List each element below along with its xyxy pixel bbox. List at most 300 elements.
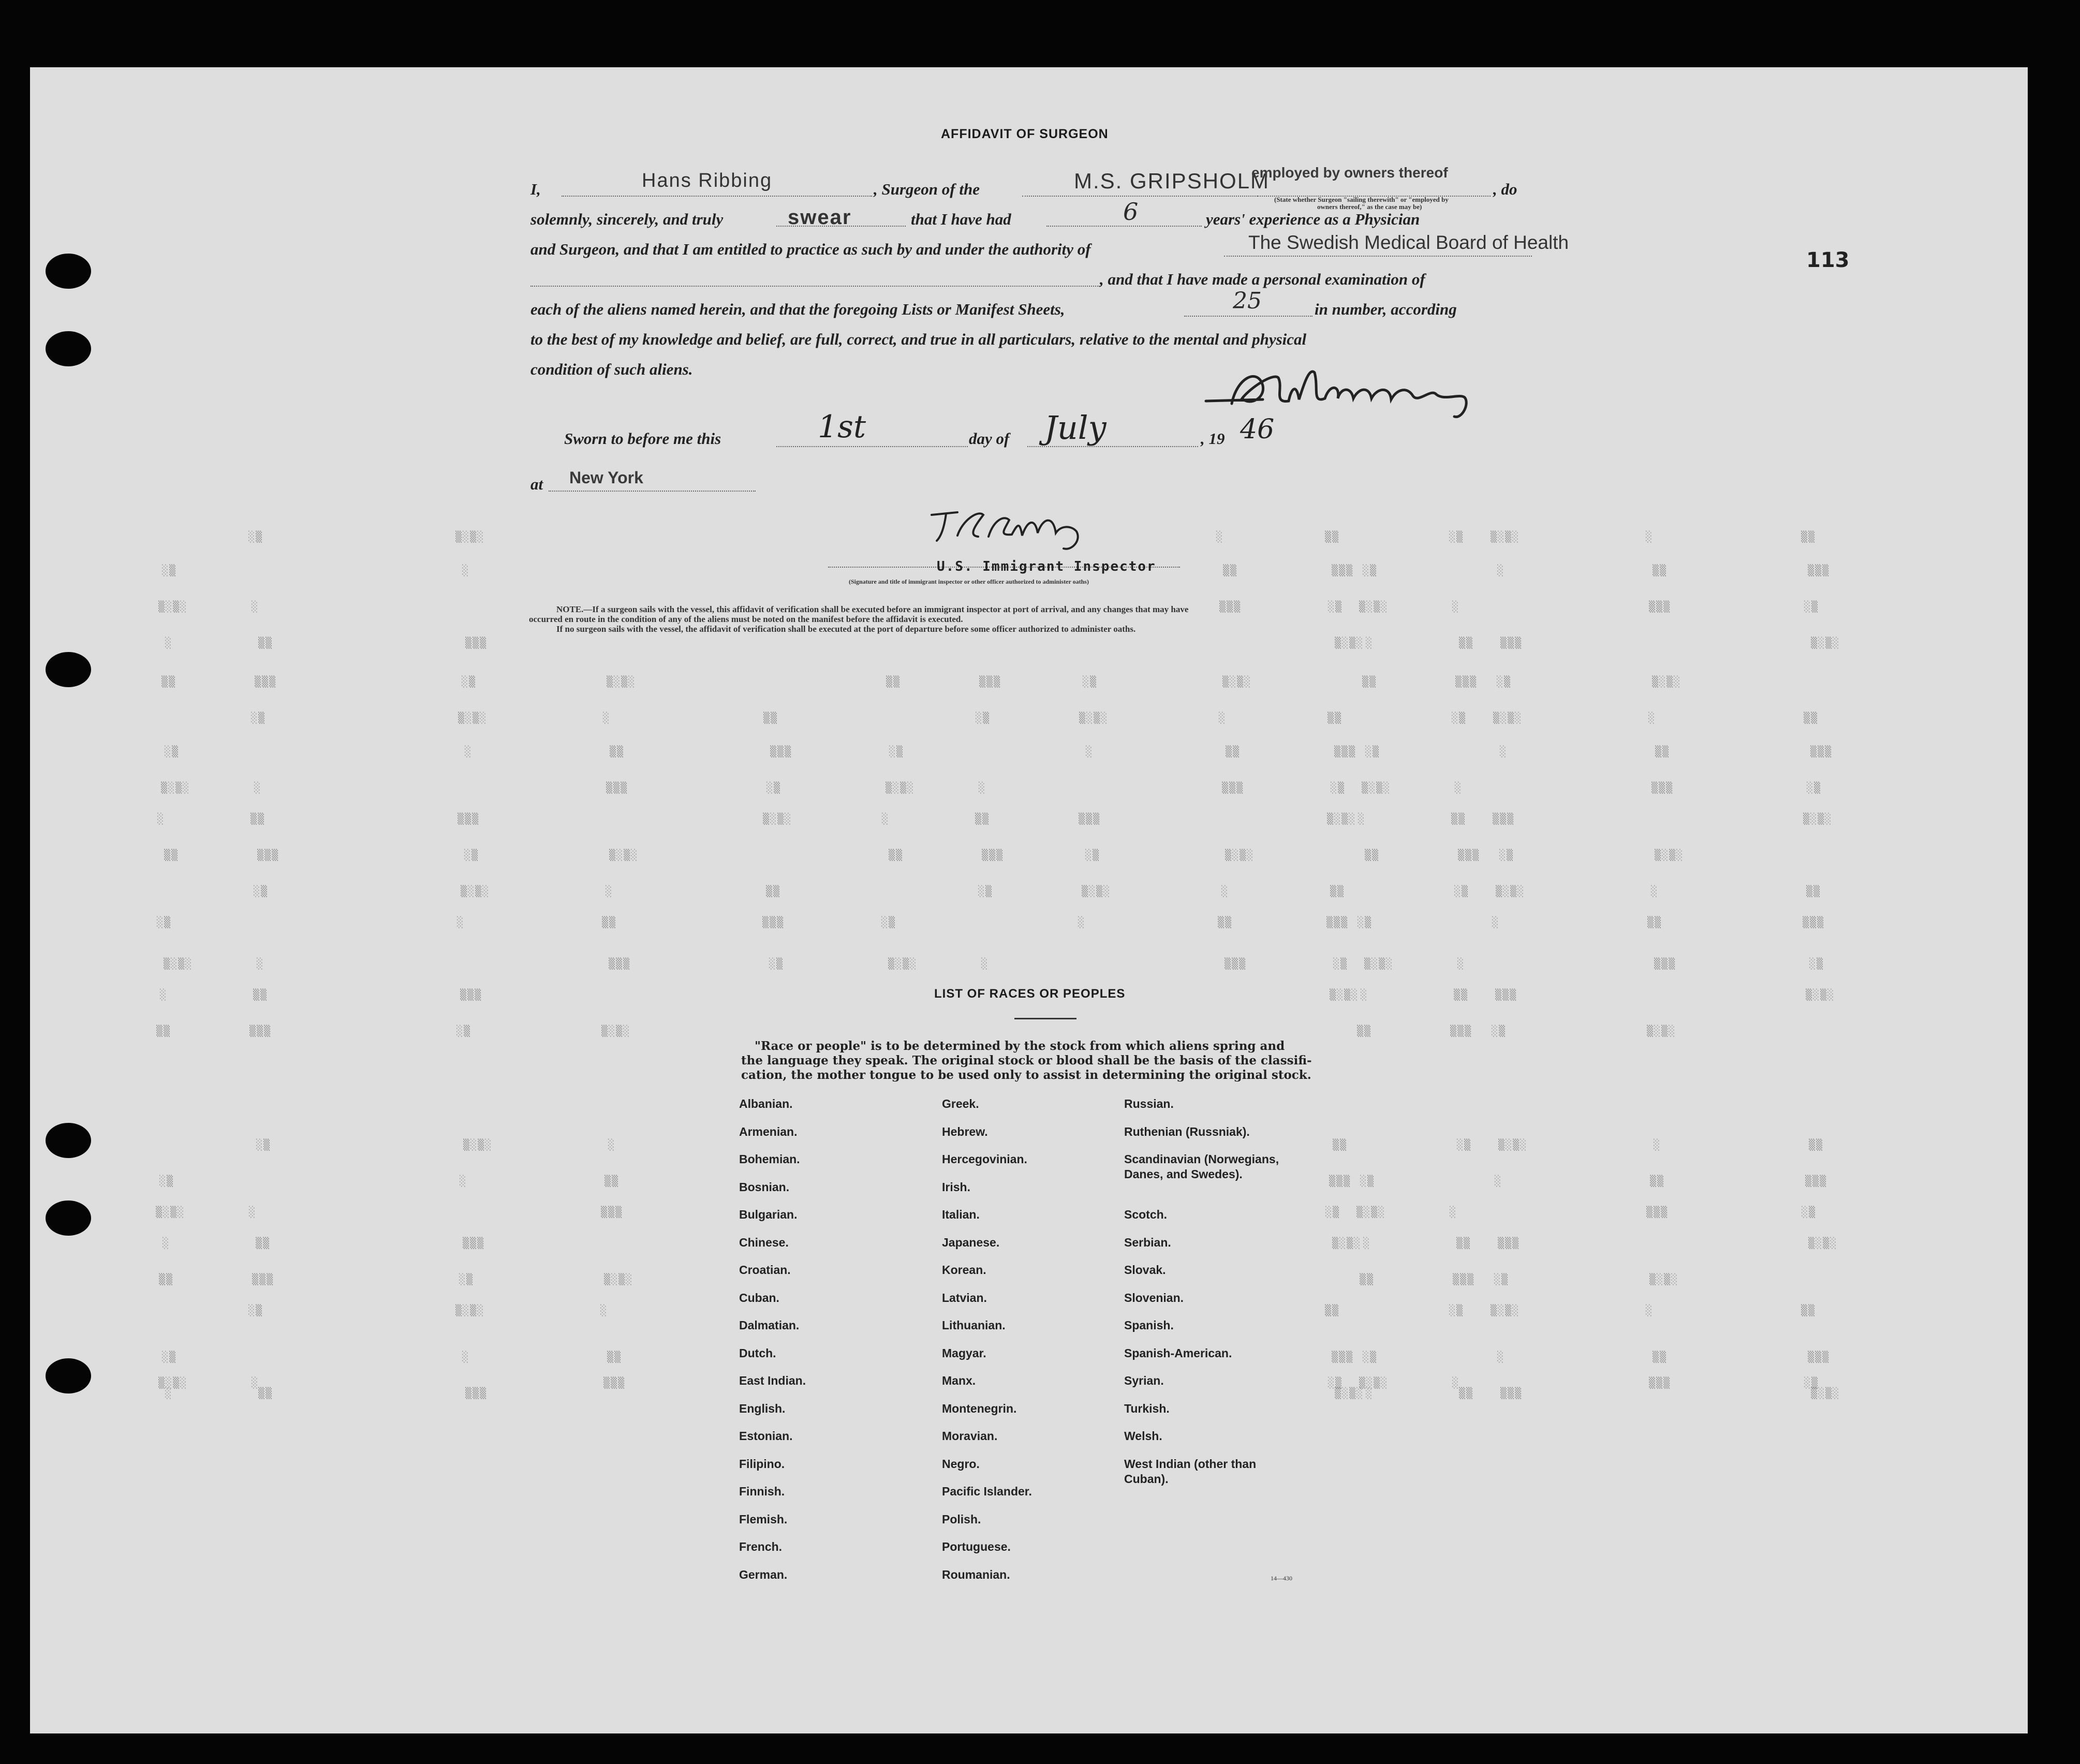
- faded-mark: ▒▒▒: [1500, 636, 1523, 649]
- faded-mark: ░: [882, 812, 890, 825]
- faded-mark: ▒▒: [1360, 1273, 1375, 1285]
- faded-mark: ▒▒: [1653, 1351, 1668, 1363]
- race-entry: German.: [739, 1567, 788, 1581]
- faded-mark: ░▒: [464, 849, 479, 861]
- faded-mark: ▒░▒░: [607, 675, 636, 688]
- faded-mark: ░▒: [1452, 711, 1467, 724]
- place-sworn: New York: [569, 468, 643, 487]
- faded-mark: ▒▒▒: [255, 675, 277, 688]
- faded-mark: ▒▒: [610, 745, 625, 758]
- faded-mark: ▒▒▒: [460, 988, 482, 1001]
- faded-mark: ░▒: [162, 1351, 177, 1363]
- faded-mark: ▒░▒░: [1335, 1387, 1364, 1399]
- faded-mark: ░: [254, 781, 262, 794]
- punch-hole: [46, 1200, 91, 1236]
- employment-note: owners thereof," as the case may be): [1317, 203, 1422, 211]
- faded-mark: ░▒: [1358, 916, 1373, 928]
- faded-mark: ░▒: [881, 916, 896, 928]
- faded-mark: ░: [1086, 745, 1094, 758]
- faded-mark: ░▒: [165, 745, 180, 758]
- faded-mark: ▒░▒░: [1364, 957, 1394, 970]
- faded-mark: ▒░▒░: [1652, 675, 1681, 688]
- faded-mark: ░▒: [1085, 849, 1100, 861]
- race-entry: Greek.: [942, 1097, 979, 1110]
- faded-mark: ▒▒▒: [1326, 916, 1349, 928]
- faded-mark: ░: [608, 1138, 616, 1151]
- faded-mark: ▒▒▒: [458, 812, 480, 825]
- faded-mark: ▒░▒░: [463, 1138, 493, 1151]
- race-entry: Montenegrin.: [942, 1401, 1017, 1415]
- faded-mark: ░▒: [976, 711, 991, 724]
- faded-mark: ▒▒▒: [1334, 745, 1356, 758]
- faded-mark: ▒▒▒: [463, 1237, 485, 1249]
- faded-mark: ░: [1646, 530, 1654, 543]
- fill-line: [549, 491, 756, 492]
- races-intro: "Race or people" is to be determined by the stock from which aliens spring and: [755, 1039, 1285, 1053]
- race-entry: English.: [739, 1401, 786, 1415]
- faded-mark: ░: [1457, 957, 1465, 970]
- faded-mark: ▒░▒░: [1811, 636, 1840, 649]
- race-entry: Dalmatian.: [739, 1318, 800, 1332]
- faded-mark: ░▒: [254, 885, 269, 897]
- race-entry: Scandinavian (Norwegians,: [1124, 1152, 1279, 1166]
- inspector-signature: [921, 505, 1139, 551]
- faded-mark: ▒░▒░: [1327, 812, 1356, 825]
- race-entry: Croatian.: [739, 1263, 791, 1277]
- ship-name: M.S. GRIPSHOLM: [1074, 169, 1270, 193]
- faded-mark: ▒▒▒: [1450, 1025, 1472, 1037]
- faded-mark: ▒▒▒: [1455, 675, 1478, 688]
- fill-line: [1184, 316, 1312, 317]
- faded-mark: ▒░▒░: [1079, 711, 1109, 724]
- race-entry: Estonian.: [739, 1429, 793, 1443]
- faded-mark: ▒░▒░: [1811, 1387, 1840, 1399]
- inspector-title: U.S. Immigrant Inspector: [937, 559, 1156, 574]
- faded-mark: ▒▒: [1365, 849, 1380, 861]
- race-entry: Serbian.: [1124, 1235, 1171, 1249]
- race-entry: Polish.: [942, 1512, 981, 1526]
- race-entry: Bosnian.: [739, 1180, 790, 1194]
- faded-mark: ▒░▒░: [1493, 711, 1523, 724]
- faded-mark: ▒▒▒: [1646, 1206, 1669, 1218]
- race-entry: French.: [739, 1540, 783, 1553]
- sworn-month: July: [1044, 409, 1107, 447]
- faded-mark: ░▒: [766, 781, 781, 794]
- faded-mark: ░: [1361, 988, 1368, 1001]
- faded-mark: ▒░▒░: [1803, 812, 1833, 825]
- faded-mark: ░▒: [889, 745, 904, 758]
- race-entry: Roumanian.: [942, 1567, 1010, 1581]
- licensing-authority: The Swedish Medical Board of Health: [1248, 232, 1569, 253]
- faded-mark: ▒░▒░: [1082, 885, 1111, 897]
- faded-mark: ▒░▒░: [1362, 781, 1391, 794]
- faded-mark: ░: [1646, 1304, 1654, 1316]
- faded-mark: ▒▒: [975, 812, 990, 825]
- faded-mark: ▒▒▒: [1219, 600, 1242, 613]
- faded-mark: ▒░▒░: [763, 812, 792, 825]
- race-entry: Cuban.: [739, 1291, 779, 1305]
- faded-mark: ░: [1651, 885, 1659, 897]
- surgeon-name: Hans Ribbing: [642, 170, 773, 191]
- faded-mark: ▒▒▒: [1500, 1387, 1523, 1399]
- faded-mark: ▒▒▒: [601, 1206, 623, 1218]
- faded-mark: ░: [252, 600, 259, 613]
- page-number: 113: [1806, 248, 1850, 272]
- faded-mark: ▒▒: [1325, 1304, 1340, 1316]
- race-entry: Portuguese.: [942, 1540, 1011, 1553]
- race-entry: Moravian.: [942, 1429, 998, 1443]
- faded-mark: ▒▒: [1653, 564, 1668, 576]
- faded-mark: ▒▒▒: [1495, 988, 1517, 1001]
- faded-mark: ░: [249, 1206, 257, 1218]
- faded-mark: ░▒: [1804, 1376, 1819, 1389]
- faded-mark: ▒▒▒: [1493, 812, 1515, 825]
- sworn-year: 46: [1240, 414, 1275, 445]
- faded-mark: ▒▒▒: [1079, 812, 1101, 825]
- faded-mark: ▒▒: [604, 1175, 619, 1187]
- faded-mark: ░▒: [459, 1273, 474, 1285]
- faded-mark: ░▒: [1333, 957, 1348, 970]
- faded-mark: ▒▒: [886, 675, 901, 688]
- faded-mark: ▒▒▒: [609, 957, 631, 970]
- race-entry: Turkish.: [1124, 1401, 1170, 1415]
- race-entry: Finnish.: [739, 1485, 785, 1498]
- faded-mark: ▒▒: [1330, 885, 1345, 897]
- faded-mark: ▒▒: [607, 1351, 622, 1363]
- faded-mark: ░▒: [462, 675, 477, 688]
- faded-mark: ▒▒▒: [1808, 564, 1830, 576]
- faded-mark: ▒░▒░: [461, 885, 490, 897]
- race-entry: Ruthenian (Russniak).: [1124, 1124, 1250, 1138]
- faded-mark: ▒░▒░: [1806, 988, 1835, 1001]
- faded-mark: ░▒: [256, 1138, 271, 1151]
- faded-mark: ░: [1452, 600, 1460, 613]
- faded-mark: ░: [600, 1304, 608, 1316]
- race-entry: Danes, and Swedes).: [1124, 1167, 1243, 1181]
- faded-mark: ▒░▒░: [1498, 1138, 1528, 1151]
- faded-mark: ▒▒▒: [1458, 849, 1480, 861]
- race-entry: Pacific Islander.: [942, 1485, 1032, 1498]
- faded-mark: ▒░▒░: [1332, 1237, 1362, 1249]
- fill-line: [1224, 256, 1532, 257]
- faded-mark: ▒▒▒: [770, 745, 792, 758]
- affidavit-text: day of: [969, 429, 1010, 448]
- faded-mark: ░▒: [1807, 781, 1822, 794]
- faded-mark: ▒▒: [1459, 636, 1474, 649]
- faded-mark: ░: [157, 812, 165, 825]
- race-entry: Filipino.: [739, 1457, 785, 1471]
- faded-mark: ▒▒▒: [1329, 1175, 1351, 1187]
- race-entry: Dutch.: [739, 1346, 776, 1360]
- affidavit-text: , Surgeon of the: [874, 180, 980, 198]
- race-entry: Japanese.: [942, 1235, 1000, 1249]
- faded-mark: ░▒: [1360, 1175, 1375, 1187]
- affidavit-text: that I have had: [911, 210, 1011, 228]
- faded-mark: ▒░▒░: [158, 1376, 188, 1389]
- affidavit-text: I,: [530, 180, 541, 198]
- faded-mark: ░: [1216, 530, 1224, 543]
- faded-mark: ░: [1450, 1206, 1457, 1218]
- faded-mark: ▒░▒░: [458, 711, 488, 724]
- affidavit-text: and Surgeon, and that I am entitled to practice as such by and under the authority of: [530, 240, 1091, 258]
- faded-mark: ▒░▒░: [164, 957, 193, 970]
- race-entry: Italian.: [942, 1208, 980, 1221]
- faded-mark: ▒▒▒: [1332, 564, 1354, 576]
- faded-mark: ░▒: [1365, 745, 1380, 758]
- race-entry: Syrian.: [1124, 1374, 1164, 1387]
- faded-mark: ▒░▒░: [1491, 530, 1520, 543]
- faded-mark: ▒▒: [253, 988, 268, 1001]
- faded-mark: ░: [457, 916, 465, 928]
- punch-hole: [46, 1123, 91, 1158]
- faded-mark: ░: [1497, 564, 1505, 576]
- faded-mark: ▒▒: [1357, 1025, 1372, 1037]
- faded-mark: ▒▒▒: [1803, 916, 1825, 928]
- faded-mark: ▒▒▒: [465, 636, 488, 649]
- race-entry: Albanian.: [739, 1097, 793, 1110]
- faded-mark: ▒▒▒: [1649, 600, 1671, 613]
- race-entry: Spanish.: [1124, 1318, 1174, 1332]
- faded-mark: ░: [1500, 745, 1508, 758]
- faded-mark: ▒░▒░: [1225, 849, 1255, 861]
- faded-mark: ▒░▒░: [1335, 636, 1364, 649]
- faded-mark: ░: [1455, 781, 1463, 794]
- fill-line: [1046, 226, 1202, 227]
- faded-mark: ░: [465, 745, 473, 758]
- faded-mark: ▒▒: [1223, 564, 1238, 576]
- faded-mark: ░▒: [159, 1175, 174, 1187]
- faded-mark: ░▒: [251, 711, 266, 724]
- faded-mark: ▒▒: [250, 812, 265, 825]
- faded-mark: ▒▒: [1655, 745, 1670, 758]
- faded-mark: ░: [1366, 636, 1374, 649]
- sworn-day: 1st: [818, 409, 866, 445]
- faded-mark: ▒▒▒: [1453, 1273, 1475, 1285]
- race-entry: Cuban).: [1124, 1472, 1169, 1486]
- faded-mark: ░: [1221, 885, 1229, 897]
- faded-mark: ▒▒: [258, 636, 273, 649]
- faded-mark: ▒░▒░: [161, 781, 190, 794]
- faded-mark: ░▒: [978, 885, 993, 897]
- race-entry: Irish.: [942, 1180, 970, 1194]
- inspector-note: (Signature and title of immigrant inspector or other officer authorized to administer oaths): [849, 578, 1089, 585]
- faded-mark: ░: [1363, 1237, 1371, 1249]
- faded-mark: ▒▒: [164, 849, 179, 861]
- faded-mark: ▒▒: [1456, 1237, 1471, 1249]
- faded-mark: ░▒: [1449, 1304, 1464, 1316]
- faded-mark: ░: [165, 636, 173, 649]
- faded-mark: ▒▒: [1801, 530, 1816, 543]
- faded-mark: ▒▒: [602, 916, 617, 928]
- faded-mark: ░▒: [1499, 849, 1514, 861]
- faded-mark: ░: [1219, 711, 1227, 724]
- faded-mark: ░▒: [1497, 675, 1512, 688]
- faded-mark: ░: [462, 1351, 470, 1363]
- faded-mark: ░▒: [769, 957, 784, 970]
- affidavit-note: If no surgeon sails with the vessel, the affidavit of verification shall be executed at the port of departure before some officer authorized to administer oaths.: [556, 624, 1136, 634]
- title-rule: [1014, 1018, 1076, 1019]
- race-entry: Hercegovinian.: [942, 1152, 1027, 1166]
- faded-mark: ▒░▒░: [609, 849, 639, 861]
- race-entry: Flemish.: [739, 1512, 788, 1526]
- faded-mark: ▒░▒░: [1356, 1206, 1386, 1218]
- races-title: LIST OF RACES OR PEOPLES: [934, 987, 1126, 1001]
- faded-mark: ▒▒▒: [257, 849, 279, 861]
- faded-mark: ░: [1648, 711, 1656, 724]
- faded-mark: ▒░▒░: [604, 1273, 633, 1285]
- affidavit-note: NOTE.—If a surgeon sails with the vessel, this affidavit of verification shall be executed before an immigrant inspector at port of arrival, and any changes that may have: [556, 604, 1189, 614]
- faded-mark: ▒▒: [1218, 916, 1233, 928]
- faded-mark: ▒▒▒: [1498, 1237, 1520, 1249]
- faded-mark: ▒▒: [1226, 745, 1241, 758]
- race-entry: Manx.: [942, 1374, 976, 1387]
- faded-mark: ▒▒: [1806, 885, 1821, 897]
- faded-mark: ▒░▒░: [1647, 1025, 1676, 1037]
- faded-mark: ▒░▒░: [886, 781, 915, 794]
- faded-mark: ▒▒: [766, 885, 781, 897]
- faded-mark: ▒▒▒: [465, 1387, 488, 1399]
- faded-mark: ▒▒▒: [1332, 1351, 1354, 1363]
- race-entry: Negro.: [942, 1457, 980, 1471]
- employment-stamp: employed by owners thereof: [1251, 165, 1448, 181]
- affidavit-text: at: [530, 475, 543, 493]
- faded-mark: ▒▒: [159, 1273, 174, 1285]
- race-entry: Armenian.: [739, 1124, 798, 1138]
- faded-mark: ▒░▒░: [455, 1304, 485, 1316]
- faded-mark: ▒▒▒: [249, 1025, 272, 1037]
- race-entry: Korean.: [942, 1263, 986, 1277]
- affidavit-text: Sworn to before me this: [564, 429, 721, 448]
- affidavit-text: , and that I have made a personal examination of: [1100, 270, 1425, 288]
- faded-mark: ▒▒▒: [979, 675, 1001, 688]
- faded-mark: ▒▒▒: [603, 1376, 626, 1389]
- faded-mark: ░▒: [1454, 885, 1469, 897]
- faded-mark: ▒▒: [1325, 530, 1340, 543]
- faded-mark: ▒▒: [1804, 711, 1819, 724]
- faded-mark: ▒▒▒: [1222, 781, 1244, 794]
- races-intro: the language they speak. The original stock or blood shall be the basis of the classifi-: [741, 1054, 1312, 1068]
- faded-mark: ▒▒▒: [762, 916, 785, 928]
- faded-mark: ▒▒: [1647, 916, 1662, 928]
- faded-mark: ▒░▒░: [1359, 600, 1389, 613]
- faded-mark: ▒░▒░: [158, 600, 188, 613]
- race-entry: West Indian (other than: [1124, 1457, 1257, 1471]
- faded-mark: ░: [1452, 1376, 1460, 1389]
- faded-mark: ▒▒▒: [606, 781, 628, 794]
- race-entry: Bulgarian.: [739, 1208, 798, 1221]
- faded-mark: ░▒: [1802, 1206, 1817, 1218]
- race-entry: Slovak.: [1124, 1263, 1166, 1277]
- faded-mark: ▒▒: [1650, 1175, 1665, 1187]
- affidavit-text: condition of such aliens.: [530, 360, 693, 378]
- faded-mark: ░: [981, 957, 989, 970]
- affidavit-text: , 19: [1201, 429, 1225, 448]
- faded-mark: ░▒: [1328, 600, 1343, 613]
- faded-mark: ░: [606, 885, 613, 897]
- faded-mark: ░▒: [1363, 1351, 1378, 1363]
- faded-mark: ░▒: [157, 916, 172, 928]
- faded-mark: ▒▒▒: [1808, 1351, 1830, 1363]
- faded-mark: ▒▒: [1809, 1138, 1824, 1151]
- years-experience: 6: [1123, 198, 1139, 226]
- faded-mark: ░▒: [1804, 600, 1819, 613]
- faded-mark: ░: [603, 711, 611, 724]
- faded-mark: ▒▒: [1333, 1138, 1348, 1151]
- faded-mark: ░▒: [1809, 957, 1824, 970]
- faded-mark: ▒▒▒: [1810, 745, 1833, 758]
- faded-mark: ▒░▒░: [1649, 1273, 1679, 1285]
- faded-mark: ░: [462, 564, 470, 576]
- faded-mark: ░: [460, 1175, 467, 1187]
- faded-mark: ▒▒▒: [1654, 957, 1676, 970]
- faded-mark: ▒▒▒: [1651, 781, 1674, 794]
- faded-mark: ▒▒: [161, 675, 176, 688]
- faded-mark: ▒░▒░: [1359, 1376, 1389, 1389]
- faded-mark: ▒▒: [1801, 1304, 1816, 1316]
- punch-hole: [46, 1358, 91, 1394]
- faded-mark: ▒░▒░: [1655, 849, 1684, 861]
- faded-mark: ░▒: [248, 1304, 263, 1316]
- faded-mark: ▒▒: [1327, 711, 1343, 724]
- faded-mark: ░▒: [1457, 1138, 1472, 1151]
- faded-mark: ▒▒▒: [1805, 1175, 1827, 1187]
- faded-mark: ░: [252, 1376, 259, 1389]
- faded-mark: ░: [1078, 916, 1086, 928]
- race-entry: Spanish-American.: [1124, 1346, 1232, 1360]
- employment-note: (State whether Surgeon "sailing therewith" or "employed by: [1274, 196, 1449, 203]
- faded-mark: ▒▒: [889, 849, 904, 861]
- faded-mark: ░: [1358, 812, 1366, 825]
- affidavit-text: years' experience as a Physician: [1206, 210, 1420, 228]
- affidavit-text: in number, according: [1315, 300, 1457, 318]
- fill-line: [530, 286, 1100, 287]
- faded-mark: ▒░▒░: [1496, 885, 1525, 897]
- faded-mark: ░: [1495, 1175, 1502, 1187]
- race-entry: Chinese.: [739, 1235, 789, 1249]
- form-number: 14—430: [1271, 1575, 1292, 1582]
- faded-mark: ▒▒: [1362, 675, 1377, 688]
- affidavit-note: occurred en route in the condition of any of the aliens must be noted on the manifest before the affidavit is executed.: [529, 614, 963, 624]
- faded-mark: ▒▒: [256, 1237, 271, 1249]
- race-entry: Magyar.: [942, 1346, 986, 1360]
- faded-mark: ░: [1497, 1351, 1505, 1363]
- races-intro: cation, the mother tongue to be used only to assist in determining the original stock.: [741, 1068, 1311, 1082]
- faded-mark: ░: [163, 1237, 170, 1249]
- affidavit-text: , do: [1493, 180, 1517, 198]
- race-entry: Welsh.: [1124, 1429, 1162, 1443]
- faded-mark: ░: [1492, 916, 1500, 928]
- faded-mark: ▒▒▒: [1225, 957, 1247, 970]
- faded-mark: ░▒: [1328, 1376, 1343, 1389]
- faded-mark: ░: [165, 1387, 173, 1399]
- faded-mark: ░▒: [162, 564, 177, 576]
- faded-mark: ░: [160, 988, 168, 1001]
- faded-mark: ░▒: [1494, 1273, 1509, 1285]
- faded-mark: ░▒: [1325, 1206, 1340, 1218]
- race-entry: Bohemian.: [739, 1152, 800, 1166]
- faded-mark: ▒▒▒: [252, 1273, 274, 1285]
- faded-mark: ▒░▒░: [601, 1025, 631, 1037]
- faded-mark: ▒▒▒: [1649, 1376, 1671, 1389]
- punch-hole: [46, 652, 91, 687]
- faded-mark: ▒▒▒: [982, 849, 1004, 861]
- faded-mark: ░: [1366, 1387, 1374, 1399]
- faded-mark: ▒▒: [1459, 1387, 1474, 1399]
- race-entry: Hebrew.: [942, 1124, 988, 1138]
- faded-mark: ░: [1654, 1138, 1661, 1151]
- faded-mark: ░▒: [248, 530, 263, 543]
- punch-hole: [46, 331, 91, 366]
